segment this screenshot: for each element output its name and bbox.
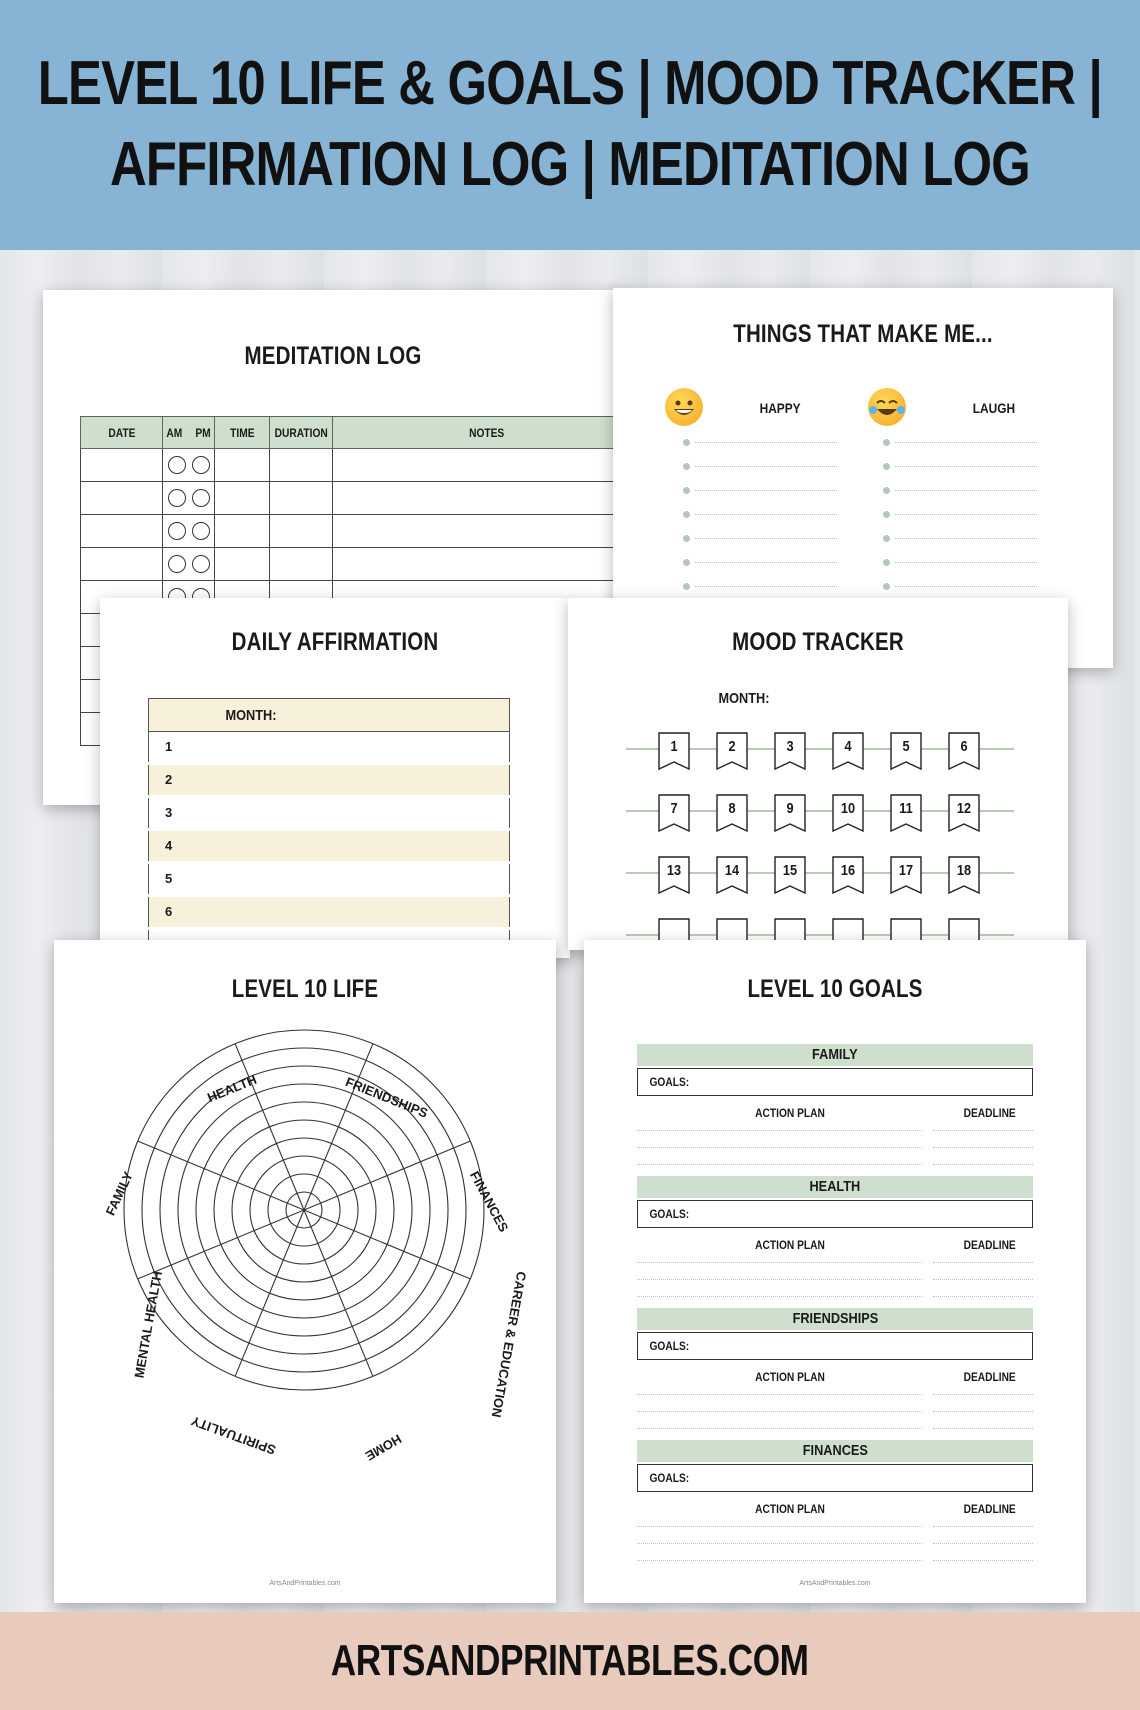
goal-section-title: FINANCES	[802, 1442, 868, 1459]
am-circle[interactable]	[168, 522, 186, 540]
bullet-dot	[883, 583, 890, 590]
goal-section-title: FRIENDSHIPS	[792, 1310, 878, 1327]
goals-site: ArtsAndPrintables.com	[799, 1580, 871, 1587]
mood-day-flag[interactable]	[948, 794, 980, 832]
bullet-dot	[883, 439, 890, 446]
footer-banner	[0, 1612, 1140, 1710]
pm-circle[interactable]	[192, 489, 210, 507]
goals-input-box[interactable]	[637, 1200, 1033, 1228]
mood-day-flag[interactable]	[948, 856, 980, 894]
action-plan-header: ACTION PLAN	[755, 1106, 825, 1120]
table-row	[81, 449, 624, 482]
mood-day-flag[interactable]	[832, 794, 864, 832]
affirmation-row[interactable]	[148, 864, 510, 894]
table-row	[81, 515, 624, 548]
mood-day-number: 9	[786, 800, 794, 817]
mood-day-flag[interactable]	[890, 732, 922, 770]
bullet-dot	[883, 511, 890, 518]
goals-label: GOALS:	[649, 1207, 690, 1221]
deadline-line[interactable]	[933, 1296, 1033, 1297]
action-plan-line[interactable]	[637, 1130, 922, 1131]
write-line[interactable]	[695, 466, 837, 467]
mood-day-flag[interactable]	[890, 794, 922, 832]
mood-day-flag[interactable]	[716, 732, 748, 770]
bullet-dot	[683, 511, 690, 518]
deadline-line[interactable]	[933, 1394, 1033, 1395]
affirmation-month-header	[148, 698, 510, 732]
bullet-dot	[883, 463, 890, 470]
goal-section-title: HEALTH	[809, 1178, 861, 1195]
goal-section-title: FAMILY	[812, 1046, 858, 1063]
deadline-line[interactable]	[933, 1130, 1033, 1131]
action-plan-line[interactable]	[637, 1560, 922, 1561]
life-site: ArtsAndPrintables.com	[269, 1580, 341, 1587]
level-10-life-title: LEVEL 10 LIFE	[231, 975, 379, 1003]
goals-label: GOALS:	[649, 1471, 690, 1485]
deadline-header: DEADLINE	[963, 1238, 1016, 1252]
affirmation-day-number: 4	[165, 838, 173, 853]
mood-day-flag[interactable]	[832, 856, 864, 894]
label-friendships: FRIENDSHIPS	[343, 1074, 431, 1121]
am-circle[interactable]	[168, 555, 186, 573]
write-line[interactable]	[695, 490, 837, 491]
deadline-header: DEADLINE	[963, 1106, 1016, 1120]
bullet-dot	[883, 535, 890, 542]
mood-day-flag[interactable]	[890, 856, 922, 894]
mood-tracker-title: MOOD TRACKER	[732, 628, 904, 656]
mood-day-number: 1	[670, 738, 678, 755]
wheel-spoke	[304, 1210, 373, 1376]
mood-day-number: 10	[840, 800, 856, 817]
goals-label: GOALS:	[649, 1339, 690, 1353]
col-notes: NOTES	[468, 425, 504, 440]
deadline-line[interactable]	[933, 1543, 1033, 1544]
write-line[interactable]	[895, 538, 1037, 539]
deadline-header: DEADLINE	[963, 1370, 1016, 1384]
life-wheel	[54, 1000, 556, 1520]
goal-section-header	[637, 1308, 1033, 1330]
bullet-dot	[683, 463, 690, 470]
affirmation-month-label: MONTH:	[225, 707, 277, 724]
write-line[interactable]	[695, 538, 837, 539]
action-plan-line[interactable]	[637, 1147, 922, 1148]
col-pm: PM	[195, 425, 211, 440]
goals-label: GOALS:	[649, 1075, 690, 1089]
wheel-spoke	[138, 1210, 304, 1279]
mood-day-flag[interactable]	[716, 794, 748, 832]
mood-day-flag[interactable]	[832, 732, 864, 770]
write-line[interactable]	[895, 562, 1037, 563]
tears-of-joy-icon	[868, 388, 906, 426]
pm-circle[interactable]	[192, 522, 210, 540]
label-finances: FINANCES	[467, 1168, 512, 1235]
affirmation-row[interactable]	[148, 831, 510, 861]
mood-day-flag[interactable]	[948, 732, 980, 770]
goal-section-header	[637, 1176, 1033, 1198]
write-line[interactable]	[895, 466, 1037, 467]
action-plan-line[interactable]	[637, 1428, 922, 1429]
goals-input-box[interactable]	[637, 1332, 1033, 1360]
mood-day-flag[interactable]	[774, 794, 806, 832]
action-plan-line[interactable]	[637, 1543, 922, 1544]
level-10-goals-sheet	[584, 940, 1086, 1603]
deadline-line[interactable]	[933, 1164, 1033, 1165]
mood-day-number: 3	[786, 738, 794, 755]
action-plan-header: ACTION PLAN	[755, 1370, 825, 1384]
mood-day-number: 12	[956, 800, 972, 817]
bullet-dot	[683, 487, 690, 494]
meditation-log-title: MEDITATION LOG	[244, 342, 422, 370]
action-plan-header: ACTION PLAN	[755, 1238, 825, 1252]
action-plan-line[interactable]	[637, 1279, 922, 1280]
write-line[interactable]	[695, 514, 837, 515]
label-mental-health: MENTAL HEALTH	[131, 1269, 165, 1380]
mood-day-number: 6	[960, 738, 968, 755]
label-family: FAMILY	[102, 1169, 136, 1218]
mood-day-number: 15	[782, 862, 798, 879]
bullet-dot	[683, 559, 690, 566]
col-date: DATE	[107, 425, 136, 440]
am-circle[interactable]	[168, 456, 186, 474]
label-career: CAREER & EDUCATION	[488, 1270, 530, 1419]
affirmation-day-number: 3	[165, 805, 173, 820]
action-plan-line[interactable]	[637, 1262, 922, 1263]
col-duration: DURATION	[274, 425, 328, 440]
affirmation-row[interactable]	[148, 765, 510, 795]
deadline-line[interactable]	[933, 1428, 1033, 1429]
bullet-dot	[683, 583, 690, 590]
action-plan-line[interactable]	[637, 1411, 922, 1412]
deadline-line[interactable]	[933, 1279, 1033, 1280]
am-circle[interactable]	[168, 489, 186, 507]
mood-month-label: MONTH:	[718, 690, 770, 707]
pm-circle[interactable]	[192, 555, 210, 573]
write-line[interactable]	[695, 586, 837, 587]
banner-title-line-2: AFFIRMATION LOG | MEDITATION LOG	[110, 130, 1030, 199]
action-plan-line[interactable]	[637, 1394, 922, 1395]
mood-day-number: 16	[840, 862, 856, 879]
affirmation-day-number: 1	[165, 739, 173, 754]
write-line[interactable]	[895, 514, 1037, 515]
mood-day-number: 13	[666, 862, 682, 879]
write-line[interactable]	[895, 442, 1037, 443]
affirmation-day-number: 5	[165, 871, 173, 886]
mood-day-number: 4	[844, 738, 852, 755]
action-plan-line[interactable]	[637, 1296, 922, 1297]
wheel-spoke	[304, 1210, 470, 1279]
mood-tracker-sheet	[568, 598, 1068, 950]
mood-day-number: 14	[724, 862, 740, 879]
table-row	[81, 548, 624, 581]
affirmation-row[interactable]	[148, 798, 510, 828]
wheel-spoke	[235, 1210, 304, 1376]
label-spirituality: SPIRITUALITY	[189, 1413, 278, 1458]
goals-input-box[interactable]	[637, 1464, 1033, 1492]
affirmation-title: DAILY AFFIRMATION	[231, 628, 439, 656]
label-health: HEALTH	[205, 1071, 259, 1106]
mood-day-number: 17	[898, 862, 914, 879]
bullet-dot	[883, 487, 890, 494]
affirmation-row[interactable]	[148, 732, 510, 762]
laugh-label: LAUGH	[972, 400, 1016, 416]
level-10-goals-title: LEVEL 10 GOALS	[747, 975, 923, 1003]
wheel-spoke	[304, 1141, 470, 1210]
grinning-face-icon	[665, 388, 703, 426]
deadline-line[interactable]	[933, 1560, 1033, 1561]
pm-circle[interactable]	[192, 456, 210, 474]
write-line[interactable]	[895, 586, 1037, 587]
mood-day-number: 7	[670, 800, 678, 817]
table-row	[81, 482, 624, 515]
wheel-spoke	[138, 1141, 304, 1210]
mood-day-number: 8	[728, 800, 736, 817]
write-line[interactable]	[695, 562, 837, 563]
bullet-dot	[683, 535, 690, 542]
deadline-line[interactable]	[933, 1526, 1033, 1527]
write-line[interactable]	[695, 442, 837, 443]
deadline-line[interactable]	[933, 1262, 1033, 1263]
affirmation-row[interactable]	[148, 897, 510, 927]
action-plan-line[interactable]	[637, 1164, 922, 1165]
banner-header	[0, 0, 1140, 250]
footer-site: ARTSANDPRINTABLES.COM	[331, 1636, 809, 1685]
col-am: AM	[166, 425, 183, 440]
deadline-line[interactable]	[933, 1411, 1033, 1412]
mood-day-number: 11	[899, 800, 913, 817]
action-plan-line[interactable]	[637, 1526, 922, 1527]
col-time: TIME	[229, 425, 255, 440]
deadline-header: DEADLINE	[963, 1502, 1016, 1516]
mood-day-number: 18	[956, 862, 972, 879]
mood-day-flag[interactable]	[774, 732, 806, 770]
goals-input-box[interactable]	[637, 1068, 1033, 1096]
mood-day-flag[interactable]	[658, 794, 690, 832]
banner-title-line-1: LEVEL 10 LIFE & GOALS | MOOD TRACKER |	[37, 49, 1103, 119]
mood-day-flag[interactable]	[658, 732, 690, 770]
wheel-spoke	[304, 1044, 373, 1210]
action-plan-header: ACTION PLAN	[755, 1502, 825, 1516]
mood-day-flag[interactable]	[658, 856, 690, 894]
mood-day-flag[interactable]	[774, 856, 806, 894]
goal-section-header	[637, 1440, 1033, 1462]
deadline-line[interactable]	[933, 1147, 1033, 1148]
things-title: THINGS THAT MAKE ME...	[733, 320, 993, 348]
write-line[interactable]	[895, 490, 1037, 491]
bullet-dot	[683, 439, 690, 446]
affirmation-sheet	[100, 598, 570, 958]
affirmation-day-number: 6	[165, 904, 173, 919]
mood-day-flag[interactable]	[716, 856, 748, 894]
mood-day-number: 5	[902, 738, 910, 755]
happy-label: HAPPY	[759, 400, 801, 416]
goal-section-header	[637, 1044, 1033, 1066]
mood-day-number: 2	[728, 738, 736, 755]
level-10-life-sheet	[54, 940, 556, 1603]
affirmation-day-number: 2	[165, 772, 173, 787]
wheel-spoke	[235, 1044, 304, 1210]
bullet-dot	[883, 559, 890, 566]
label-home: HOME	[362, 1431, 405, 1464]
